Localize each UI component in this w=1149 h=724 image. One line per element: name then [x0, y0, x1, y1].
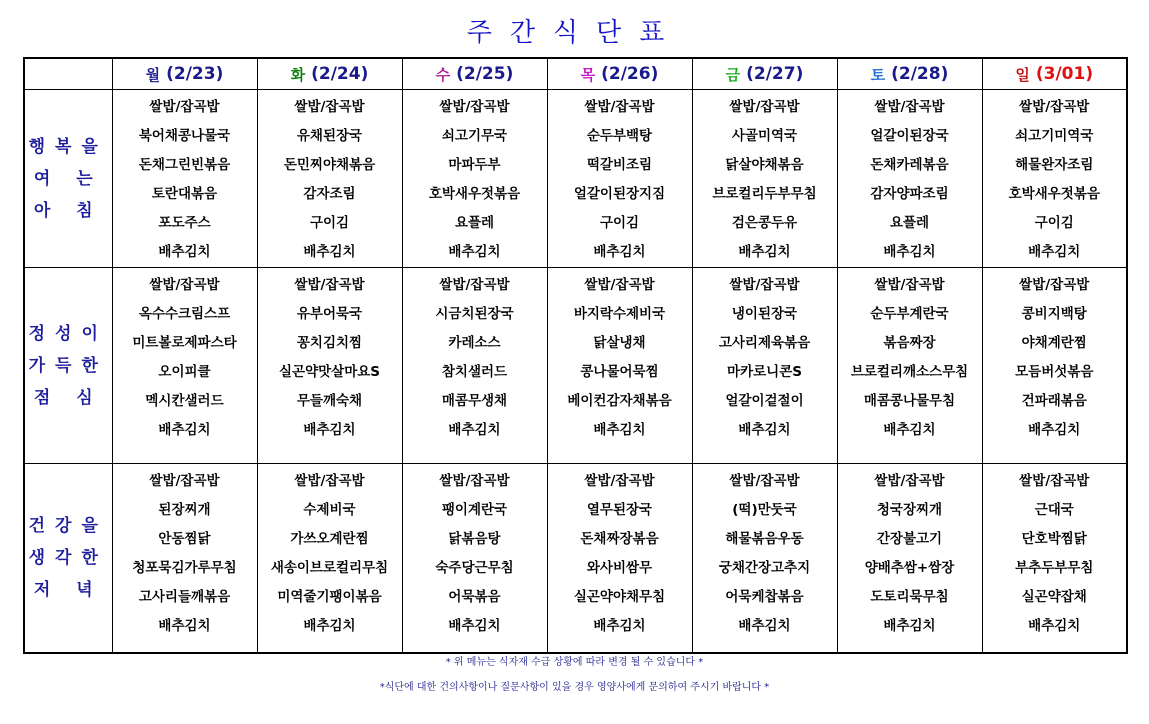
day-menu-cell: [402, 464, 547, 653]
menu-item: 배추김치: [158, 244, 211, 260]
menu-item: 배추김치: [158, 422, 211, 438]
menu-item: 쇠고기무국: [441, 128, 508, 144]
menu-item: 호박새우젓볶음: [1008, 186, 1100, 202]
day-menu-cell: [402, 90, 547, 268]
menu-item: 멕시칸샐러드: [145, 393, 224, 409]
menu-item: 배추김치: [448, 618, 501, 634]
menu-item: 순두부백탕: [586, 128, 653, 144]
menu-item: 근대국: [1034, 502, 1074, 518]
menu-item: 배추김치: [738, 422, 791, 438]
menu-item: 청포묵김가루무침: [132, 560, 237, 576]
day-icon: 토: [870, 65, 886, 84]
meal-row: [24, 90, 1127, 268]
menu-item: 돈채카레볶음: [870, 157, 949, 173]
day-icon: 수: [435, 65, 451, 84]
menu-item: 쌀밥/잡곡밥: [294, 277, 365, 293]
menu-item: 배추김치: [448, 422, 501, 438]
menu-item: 시금치된장국: [435, 306, 514, 322]
menu-item: 순두부계란국: [870, 306, 949, 322]
menu-item: (떡)만둣국: [732, 502, 797, 518]
menu-item: 검은콩두유: [731, 215, 798, 231]
meal-label-line: 저 녁: [33, 579, 103, 600]
menu-item: 쌀밥/잡곡밥: [294, 99, 365, 115]
day-menu-cell: [257, 268, 402, 464]
menu-item: 단호박찜닭: [1021, 531, 1087, 547]
menu-item: 도토리묵무침: [870, 589, 949, 605]
menu-item: 쌀밥/잡곡밥: [874, 99, 945, 115]
menu-item: 배추김치: [593, 618, 646, 634]
menu-item: 쌀밥/잡곡밥: [1019, 473, 1090, 489]
menu-item: 구이김: [599, 215, 640, 231]
menu-item: 옥수수크림스프: [138, 306, 231, 322]
day-menu-cell: [547, 268, 692, 464]
menu-item: 안동찜닭: [158, 531, 211, 547]
meal-label-line: 정성이: [28, 323, 108, 344]
meal-label-line: 여 는: [33, 168, 103, 189]
day-icon: 월: [145, 65, 161, 84]
menu-item: 토란대볶음: [151, 186, 218, 202]
menu-item: 구이김: [1034, 215, 1074, 231]
meal-row: [24, 464, 1127, 653]
menu-item: 어묵볶음: [448, 589, 501, 605]
menu-item: 배추김치: [158, 618, 211, 634]
menu-item: 매콤무생채: [441, 393, 508, 409]
menu-item: 해물볶음우동: [725, 531, 804, 547]
menu-item: 어묵케찹볶음: [725, 589, 804, 605]
menu-item: 쌀밥/잡곡밥: [874, 277, 945, 293]
day-icon: 일: [1015, 65, 1030, 84]
menu-item: 쌀밥/잡곡밥: [439, 277, 510, 293]
notice-line: * 위 메뉴는 식자재 수급 상황에 따라 변경 될 수 있습니다 *: [445, 657, 704, 668]
menu-item: 바지락수제비국: [573, 306, 666, 322]
day-menu-cell: [692, 464, 837, 653]
menu-item: 배추김치: [448, 244, 501, 260]
menu-item: 미역줄기팽이볶음: [277, 589, 382, 605]
menu-item: 요플레: [889, 215, 930, 231]
menu-item: 매콤콩나물무침: [863, 393, 956, 409]
day-menu-cell: [547, 464, 692, 653]
page-title: 주간식단표: [466, 18, 683, 48]
meal-label-line: 행복을: [28, 136, 108, 157]
menu-item: 배추김치: [738, 618, 791, 634]
menu-item: 참치샐러드: [441, 364, 508, 380]
menu-item: 실곤약맛살마요S: [278, 364, 380, 380]
menu-item: 배추김치: [1028, 244, 1081, 260]
day-menu-cell: [692, 268, 837, 464]
menu-item: 감자조림: [303, 186, 356, 202]
menu-item: 된장찌개: [158, 502, 211, 518]
menu-item: 해물완자조림: [1015, 157, 1094, 173]
day-header: [982, 58, 1127, 90]
meal-row: [24, 268, 1127, 464]
inquiry-line: *식단에 대한 건의사항이나 질문사항이 있을 경우 영양사에게 문의하여 주시기 바랍니다 *: [379, 682, 770, 693]
menu-item: 배추김치: [303, 618, 356, 634]
menu-item: 카레소스: [448, 335, 501, 351]
menu-item: 쌀밥/잡곡밥: [584, 473, 655, 489]
menu-item: 구이김: [309, 215, 350, 231]
menu-item: 건파래볶음: [1021, 393, 1087, 409]
menu-item: 브로컬리깨소스무침: [850, 364, 969, 380]
menu-item: 고사리들깨볶음: [138, 589, 231, 605]
menu-item: 닭볶음탕: [448, 531, 501, 547]
menu-item: 닭살야채볶음: [725, 157, 804, 173]
menu-item: 쌀밥/잡곡밥: [149, 473, 220, 489]
menu-item: 쌀밥/잡곡밥: [584, 99, 655, 115]
day-header: [257, 58, 402, 90]
menu-item: 포도주스: [158, 215, 211, 231]
menu-item: 북어채콩나물국: [138, 128, 231, 144]
meal-label: [24, 90, 112, 268]
menu-item: 양배추쌈+쌈장: [864, 560, 955, 576]
meal-label-line: 가득한: [28, 355, 108, 376]
menu-item: 쌀밥/잡곡밥: [149, 99, 220, 115]
day-menu-cell: [837, 464, 982, 653]
day-menu-cell: [982, 90, 1127, 268]
menu-item: 팽이계란국: [441, 502, 508, 518]
menu-item: 배추김치: [593, 244, 646, 260]
menu-item: 유채된장국: [296, 128, 363, 144]
menu-item: 부추두부무침: [1015, 560, 1094, 576]
day-menu-cell: [112, 464, 257, 653]
day-date: (2/27): [746, 64, 804, 84]
day-icon: 금: [725, 65, 741, 84]
menu-item: 쇠고기미역국: [1015, 128, 1094, 144]
menu-item: 실곤약야채무침: [573, 589, 666, 605]
menu-item: 쌀밥/잡곡밥: [149, 277, 220, 293]
menu-item: 수제비국: [303, 502, 356, 518]
day-menu-cell: [112, 268, 257, 464]
menu-item: 쌀밥/잡곡밥: [294, 473, 365, 489]
day-menu-cell: [837, 268, 982, 464]
menu-item: 쌀밥/잡곡밥: [439, 473, 510, 489]
menu-item: 간장불고기: [876, 531, 943, 547]
menu-item: 배추김치: [303, 422, 356, 438]
menu-item: 배추김치: [883, 244, 936, 260]
menu-item: 배추김치: [303, 244, 356, 260]
menu-item: 쌀밥/잡곡밥: [439, 99, 510, 115]
menu-item: 얼갈이겉절이: [725, 393, 804, 409]
menu-item: 쌀밥/잡곡밥: [729, 473, 800, 489]
menu-item: 모듬버섯볶음: [1015, 364, 1094, 380]
menu-item: 쌀밥/잡곡밥: [729, 99, 800, 115]
header-row: [24, 58, 1127, 90]
menu-item: 브로컬리두부무침: [712, 186, 817, 202]
day-menu-cell: [692, 90, 837, 268]
menu-item: 돈민찌야채볶음: [283, 157, 376, 173]
menu-item: 열무된장국: [586, 502, 653, 518]
day-header: [112, 58, 257, 90]
menu-item: 얼갈이된장지짐: [573, 186, 666, 202]
menu-item: 쌀밥/잡곡밥: [874, 473, 945, 489]
menu-item: 마카로니콘S: [727, 364, 802, 380]
menu-item: 청국장찌개: [876, 502, 943, 518]
day-icon: 화: [290, 65, 306, 84]
day-menu-cell: [112, 90, 257, 268]
day-header: [692, 58, 837, 90]
menu-item: 쌀밥/잡곡밥: [1019, 277, 1090, 293]
menu-item: 떡갈비조림: [586, 157, 653, 173]
day-date: (2/24): [311, 64, 369, 84]
day-date: (2/23): [166, 64, 224, 84]
meal-label-line: 생각한: [28, 547, 108, 568]
day-header: [837, 58, 982, 90]
menu-item: 얼갈이된장국: [870, 128, 949, 144]
day-menu-cell: [257, 464, 402, 653]
menu-item: 쌀밥/잡곡밥: [584, 277, 655, 293]
menu-item: 배추김치: [883, 422, 936, 438]
menu-item: 새송이브로컬리무침: [270, 560, 389, 576]
menu-item: 꽁치김치찜: [296, 335, 363, 351]
day-header: [547, 58, 692, 90]
day-menu-cell: [547, 90, 692, 268]
menu-item: 쌀밥/잡곡밥: [729, 277, 800, 293]
day-date: (3/01): [1035, 64, 1094, 84]
menu-item: 호박새우젓볶음: [428, 186, 521, 202]
meal-label: [24, 464, 112, 653]
menu-item: 배추김치: [1028, 422, 1081, 438]
corner-cell: [24, 58, 112, 90]
menu-item: 궁채간장고추지: [718, 560, 811, 576]
menu-item: 무들깨숙채: [296, 393, 363, 409]
meal-label: [24, 268, 112, 464]
menu-item: 배추김치: [1028, 618, 1081, 634]
meal-label-line: 점 심: [33, 387, 103, 408]
menu-item: 돈채짜장볶음: [580, 531, 659, 547]
day-icon: 목: [580, 65, 596, 84]
menu-item: 배추김치: [593, 422, 646, 438]
menu-item: 와사비쌈무: [586, 560, 653, 576]
menu-item: 쌀밥/잡곡밥: [1019, 99, 1090, 115]
menu-item: 마파두부: [448, 157, 501, 173]
day-menu-cell: [837, 90, 982, 268]
menu-item: 배추김치: [883, 618, 936, 634]
weekly-menu-table: [23, 57, 1128, 654]
day-menu-cell: [982, 464, 1127, 653]
menu-item: 배추김치: [738, 244, 791, 260]
menu-item: 요플레: [454, 215, 495, 231]
menu-item: 볶음짜장: [883, 335, 936, 351]
menu-item: 실곤약잡채: [1021, 589, 1087, 605]
menu-item: 고사리제육볶음: [718, 335, 811, 351]
menu-item: 미트볼로제파스타: [132, 335, 237, 351]
menu-item: 가쓰오계란찜: [290, 531, 369, 547]
day-menu-cell: [982, 268, 1127, 464]
menu-item: 감자양파조림: [870, 186, 949, 202]
menu-item: 냉이된장국: [731, 306, 798, 322]
day-menu-cell: [257, 90, 402, 268]
day-date: (2/26): [601, 64, 659, 84]
menu-item: 사골미역국: [731, 128, 798, 144]
menu-item: 닭살냉채: [593, 335, 646, 351]
day-date: (2/25): [456, 64, 514, 84]
day-menu-cell: [402, 268, 547, 464]
menu-item: 숙주당근무침: [435, 560, 514, 576]
day-date: (2/28): [891, 64, 949, 84]
menu-item: 야채계란찜: [1021, 335, 1087, 351]
menu-item: 유부어묵국: [296, 306, 363, 322]
menu-item: 콩나물어묵찜: [580, 364, 659, 380]
day-header: [402, 58, 547, 90]
meal-label-line: 건강을: [28, 515, 108, 536]
menu-item: 돈채그린빈볶음: [138, 157, 231, 173]
menu-item: 베이컨감자채볶음: [567, 393, 672, 409]
menu-item: 콩비지백탕: [1021, 306, 1087, 322]
meal-label-line: 아 침: [33, 200, 103, 221]
menu-item: 오이피클: [158, 364, 211, 380]
